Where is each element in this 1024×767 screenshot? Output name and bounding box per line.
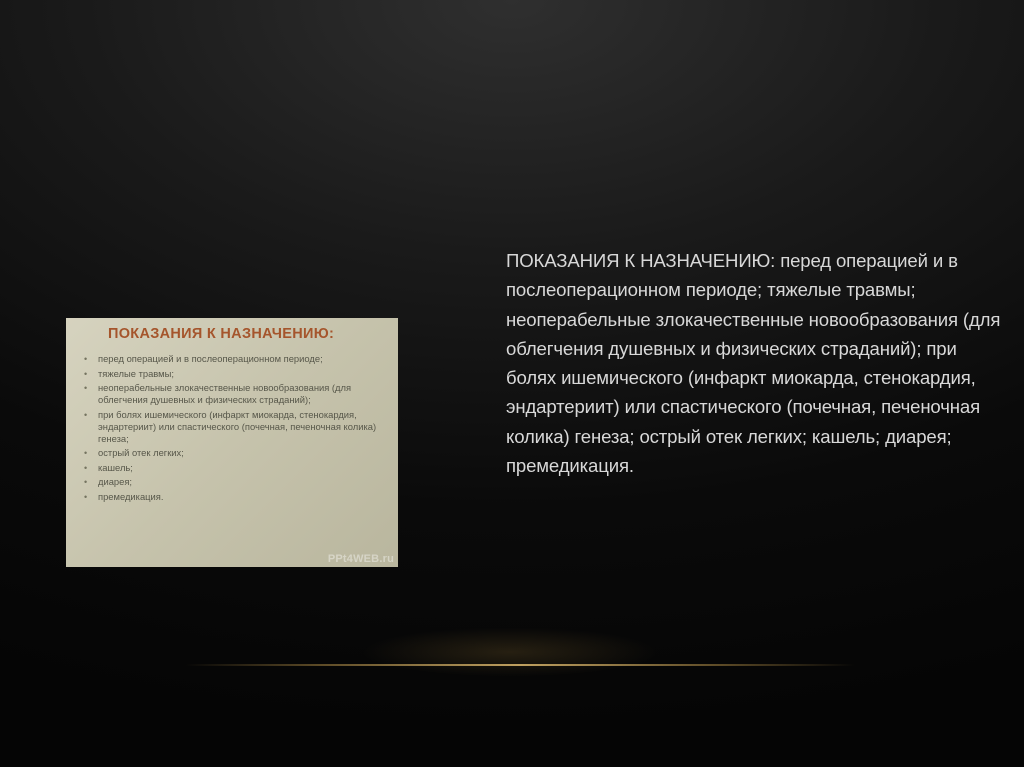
thumbnail-list-item <box>84 491 386 503</box>
thumbnail-item-text: диарея; <box>98 476 133 487</box>
thumbnail-item-text: премедикация. <box>98 490 164 502</box>
bullet-icon: • <box>84 462 88 473</box>
thumbnail-title: ПОКАЗАНИЯ К НАЗНАЧЕНИЮ: <box>108 326 335 342</box>
thumbnail-list-item <box>84 476 386 488</box>
bullet-icon: • <box>84 368 88 379</box>
bullet-icon: • <box>84 477 88 487</box>
thumbnail-item-text: при болях ишемического (инфаркт миокарда, стенокардия, эндартериит) или спастического (почечная, печеночная колика) генеза; <box>98 408 377 444</box>
bullet-icon: • <box>84 383 88 393</box>
thumbnail-item-text: перед операцией и в послеоперационном периоде; <box>98 353 323 364</box>
bullet-icon: • <box>84 409 88 420</box>
floor-glow <box>300 610 720 680</box>
thumbnail-list-item <box>84 382 386 406</box>
thumbnail-watermark: PPt4WEB.ru <box>327 553 394 565</box>
thumbnail-item-text: неоперабельные злокачественные новообразования (для облегчения душевных и физических страданий); <box>98 382 352 405</box>
thumbnail-item-text: острый отек легких; <box>98 447 184 458</box>
thumbnail-list-item <box>84 447 386 459</box>
slide-thumbnail-image <box>66 318 398 567</box>
bullet-icon: • <box>84 448 88 458</box>
bullet-icon: • <box>84 354 88 364</box>
thumbnail-item-text: тяжелые травмы; <box>98 367 174 379</box>
thumbnail-list-item <box>84 353 386 365</box>
thumbnail-list-item <box>84 409 386 445</box>
thumbnail-list-item <box>84 368 386 380</box>
slide-body-text: ПОКАЗАНИЯ К НАЗНАЧЕНИЮ: перед операцией и в послеоперационном периоде; тяжелые травмы; неоперабельные злокачественные новообразования (для облегчения душевных и физических страданий); при болях ишемического (инфаркт миокарда, стенокардия, эндартериит) или спастического (почечная, печеночная колика) генеза; острый отек легких; кашель; диарея; премедикация. <box>506 250 1001 477</box>
divider-line <box>185 664 855 666</box>
bullet-icon: • <box>84 491 88 502</box>
thumbnail-item-text: кашель; <box>98 461 133 473</box>
thumbnail-list <box>80 353 386 503</box>
thumbnail-list-item <box>84 462 386 474</box>
